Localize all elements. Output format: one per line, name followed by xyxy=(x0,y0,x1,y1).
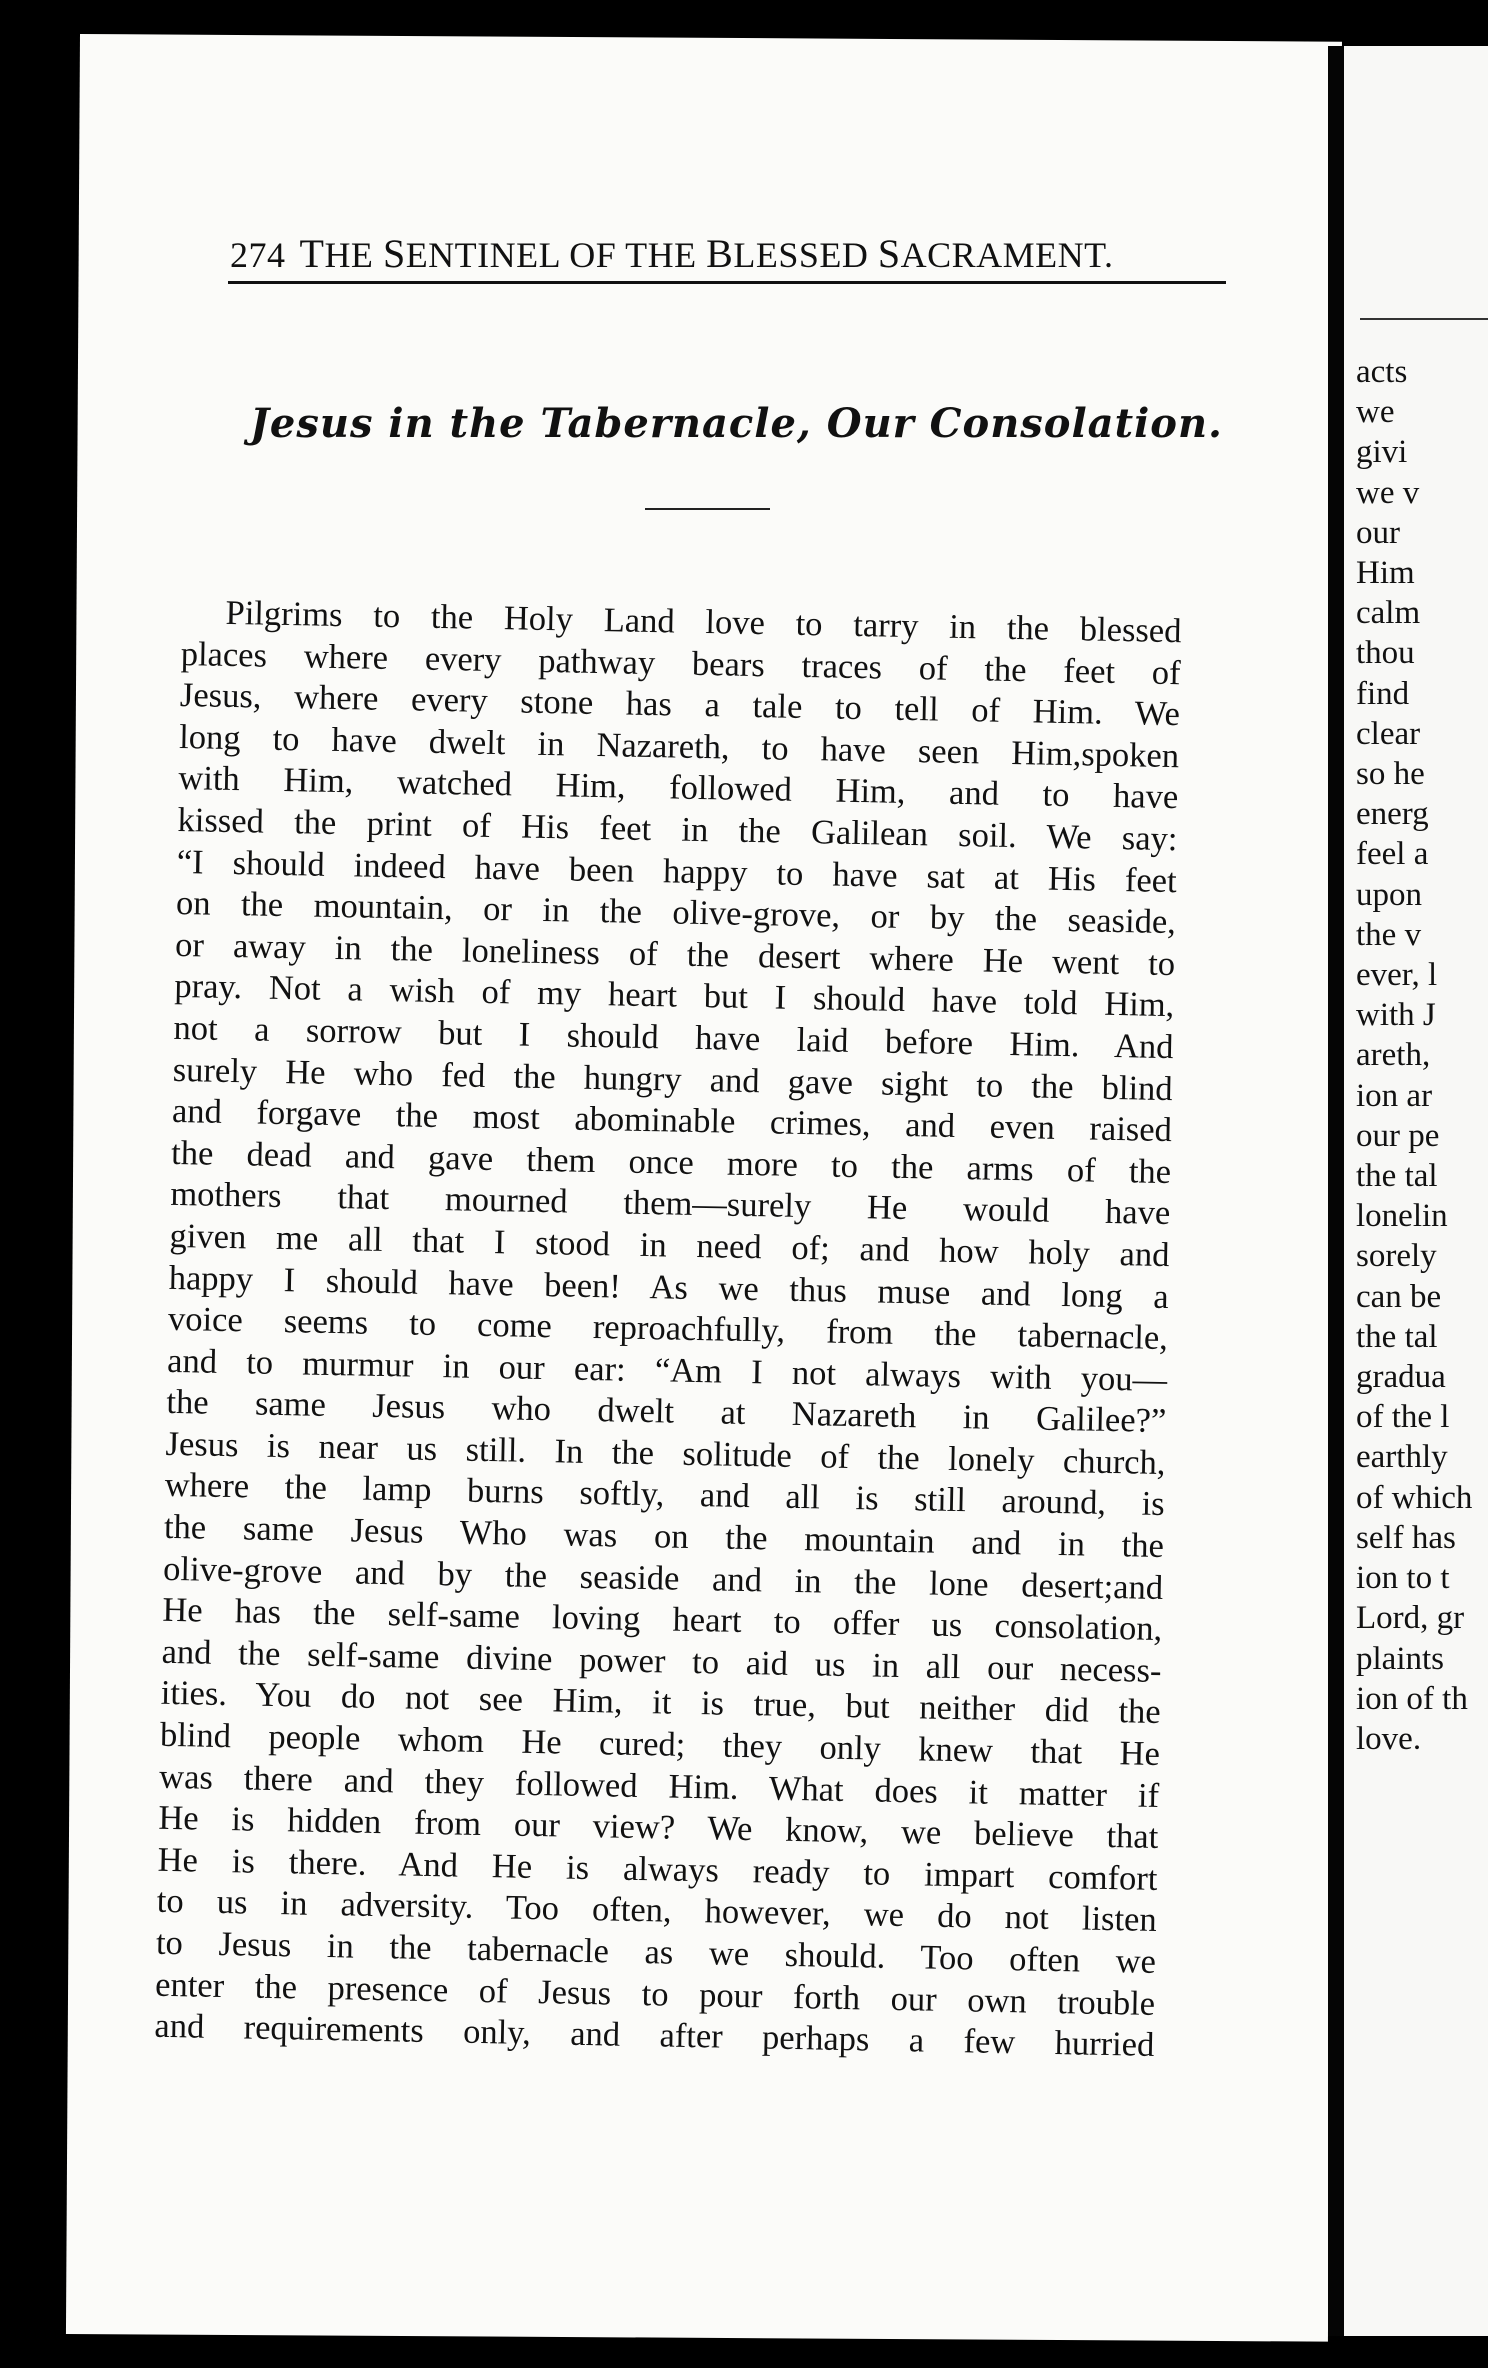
text-line: of the l xyxy=(1356,1399,1450,1436)
text-line: ion of th xyxy=(1356,1680,1468,1717)
title-divider xyxy=(645,508,770,510)
text-line: find xyxy=(1356,675,1410,712)
text-line: pray. Not a wish of my heart but I should have told Him, xyxy=(174,967,1175,1025)
facing-page-text xyxy=(1356,352,1488,1759)
text-line: our xyxy=(1356,514,1400,551)
text-line: and to murmur in our ear: “Am I not always with you— xyxy=(166,1341,1168,1399)
text-line: where the lamp burns softly, and all is still around, is xyxy=(164,1466,1166,1524)
text-line: Jesus is near us still. In the solitude of the lonely church, xyxy=(165,1424,1166,1482)
text-line: ever, l xyxy=(1356,957,1438,994)
text-line: or away in the loneliness of the desert where He went to xyxy=(174,925,1176,983)
text-line: we xyxy=(1356,394,1395,431)
text-line: voice seems to come reproachfully, from the tabernacle, xyxy=(167,1299,1169,1358)
header-part-1: HE xyxy=(324,235,383,275)
text-line: Pilgrims to the Holy Land love to tarry in the blessed xyxy=(225,593,1182,651)
text-line: with Him, watched Him, followed Him, and to have xyxy=(178,759,1179,817)
text-line: the tal xyxy=(1356,1158,1438,1195)
text-line: so he xyxy=(1356,756,1425,793)
header-part-4: ACRAMENT. xyxy=(900,235,1114,275)
text-line: on the mountain, or in the olive-grove, or by the seaside, xyxy=(175,884,1177,942)
facing-page-rule xyxy=(1360,318,1488,320)
text-line: to Jesus in the tabernacle as we should. Too often we xyxy=(155,1923,1157,1981)
header-part-3: LESSED xyxy=(733,235,878,275)
header-part-2: ENTINEL OF THE xyxy=(405,235,707,275)
text-line: and forgave the most abominable crimes, and even raised xyxy=(171,1092,1173,1150)
text-line: ities. You do not see Him, it is true, but neither did the xyxy=(160,1674,1162,1732)
text-line: “I should indeed have been happy to have sat at His feet xyxy=(176,842,1178,900)
text-line: our pe xyxy=(1356,1117,1440,1154)
text-line: and requirements only, and after perhaps a few hurried xyxy=(154,2006,1155,2065)
text-line: He is hidden from our view? We know, we believe that xyxy=(158,1798,1159,1857)
text-line: the same Jesus who dwelt at Nazareth in Galilee?” xyxy=(166,1383,1167,1441)
text-line: He is there. And He is always ready to impart comfort xyxy=(157,1840,1158,1898)
text-line: ion to t xyxy=(1356,1560,1450,1597)
text-line: places where every pathway bears traces of the feet of xyxy=(180,634,1181,692)
text-line: plaints xyxy=(1356,1640,1444,1677)
text-line: gradua xyxy=(1356,1359,1446,1396)
text-line: and the self-same divine power to aid us in all our necess- xyxy=(161,1632,1162,1690)
text-line: to us in adversity. Too often, however, we do not listen xyxy=(156,1882,1158,1940)
article-title: Jesus in the Tabernacle, Our Consolation. xyxy=(250,400,1223,447)
text-line: upon xyxy=(1356,876,1422,913)
header-letter-t: T xyxy=(299,231,325,276)
text-line: ion ar xyxy=(1356,1077,1433,1114)
text-line: areth, xyxy=(1356,1037,1431,1074)
text-line: the dead and gave them once more to the arms of the xyxy=(170,1133,1172,1191)
text-line: earthly xyxy=(1356,1439,1448,1476)
text-line: Him xyxy=(1356,555,1415,592)
text-line: feel a xyxy=(1356,836,1429,873)
text-line: enter the presence of Jesus to pour forth our own trouble xyxy=(154,1965,1156,2023)
header-rule xyxy=(228,281,1226,284)
text-line: thou xyxy=(1356,635,1415,672)
text-line: calm xyxy=(1356,595,1421,632)
text-line: givi xyxy=(1356,434,1408,471)
header-letter-b: B xyxy=(706,231,734,276)
text-line: love. xyxy=(1356,1720,1422,1757)
text-line: given me all that I stood in need of; and how holy and xyxy=(169,1216,1170,1274)
text-line: not a sorrow but I should have laid before Him. And xyxy=(173,1008,1174,1067)
text-line: Jesus, where every stone has a tale to tell of Him. We xyxy=(179,676,1181,734)
text-line: clear xyxy=(1356,715,1421,752)
text-line: the tal xyxy=(1356,1318,1438,1355)
text-line: of which xyxy=(1356,1479,1473,1516)
text-line: surely He who fed the hungry and gave sight to the blind xyxy=(172,1050,1174,1108)
text-line: energ xyxy=(1356,796,1429,833)
text-line: self has xyxy=(1356,1519,1456,1556)
text-line: mothers that mourned them—surely He would have xyxy=(170,1175,1171,1233)
text-line: long to have dwelt in Nazareth, to have seen Him,spoken xyxy=(178,717,1180,775)
text-line: lonelin xyxy=(1356,1198,1448,1235)
header-letter-s2: S xyxy=(877,231,901,276)
text-line: can be xyxy=(1356,1278,1442,1315)
text-line: with J xyxy=(1356,997,1436,1034)
text-line: olive-grove and by the seaside and in the lone desert;and xyxy=(162,1549,1164,1607)
text-line: kissed the print of His feet in the Galilean soil. We say: xyxy=(177,800,1178,859)
text-line: He has the self-same loving heart to offer us consolation, xyxy=(162,1591,1163,1649)
text-line: we v xyxy=(1356,474,1420,511)
running-header xyxy=(230,230,1220,277)
text-line: the v xyxy=(1356,916,1422,953)
header-letter-s: S xyxy=(382,231,406,276)
text-line: the same Jesus Who was on the mountain and in the xyxy=(163,1507,1165,1566)
text-line: blind people whom He cured; they only knew that He xyxy=(159,1715,1161,1774)
text-line: Lord, gr xyxy=(1356,1600,1465,1637)
article-body xyxy=(154,592,1182,2067)
text-line: happy I should have been! As we thus muse and long a xyxy=(168,1258,1170,1316)
text-line: sorely xyxy=(1356,1238,1437,1275)
text-line: acts xyxy=(1356,354,1408,390)
text-line: was there and they followed Him. What does it matter if xyxy=(158,1757,1160,1815)
page-number: 274 xyxy=(230,235,286,275)
